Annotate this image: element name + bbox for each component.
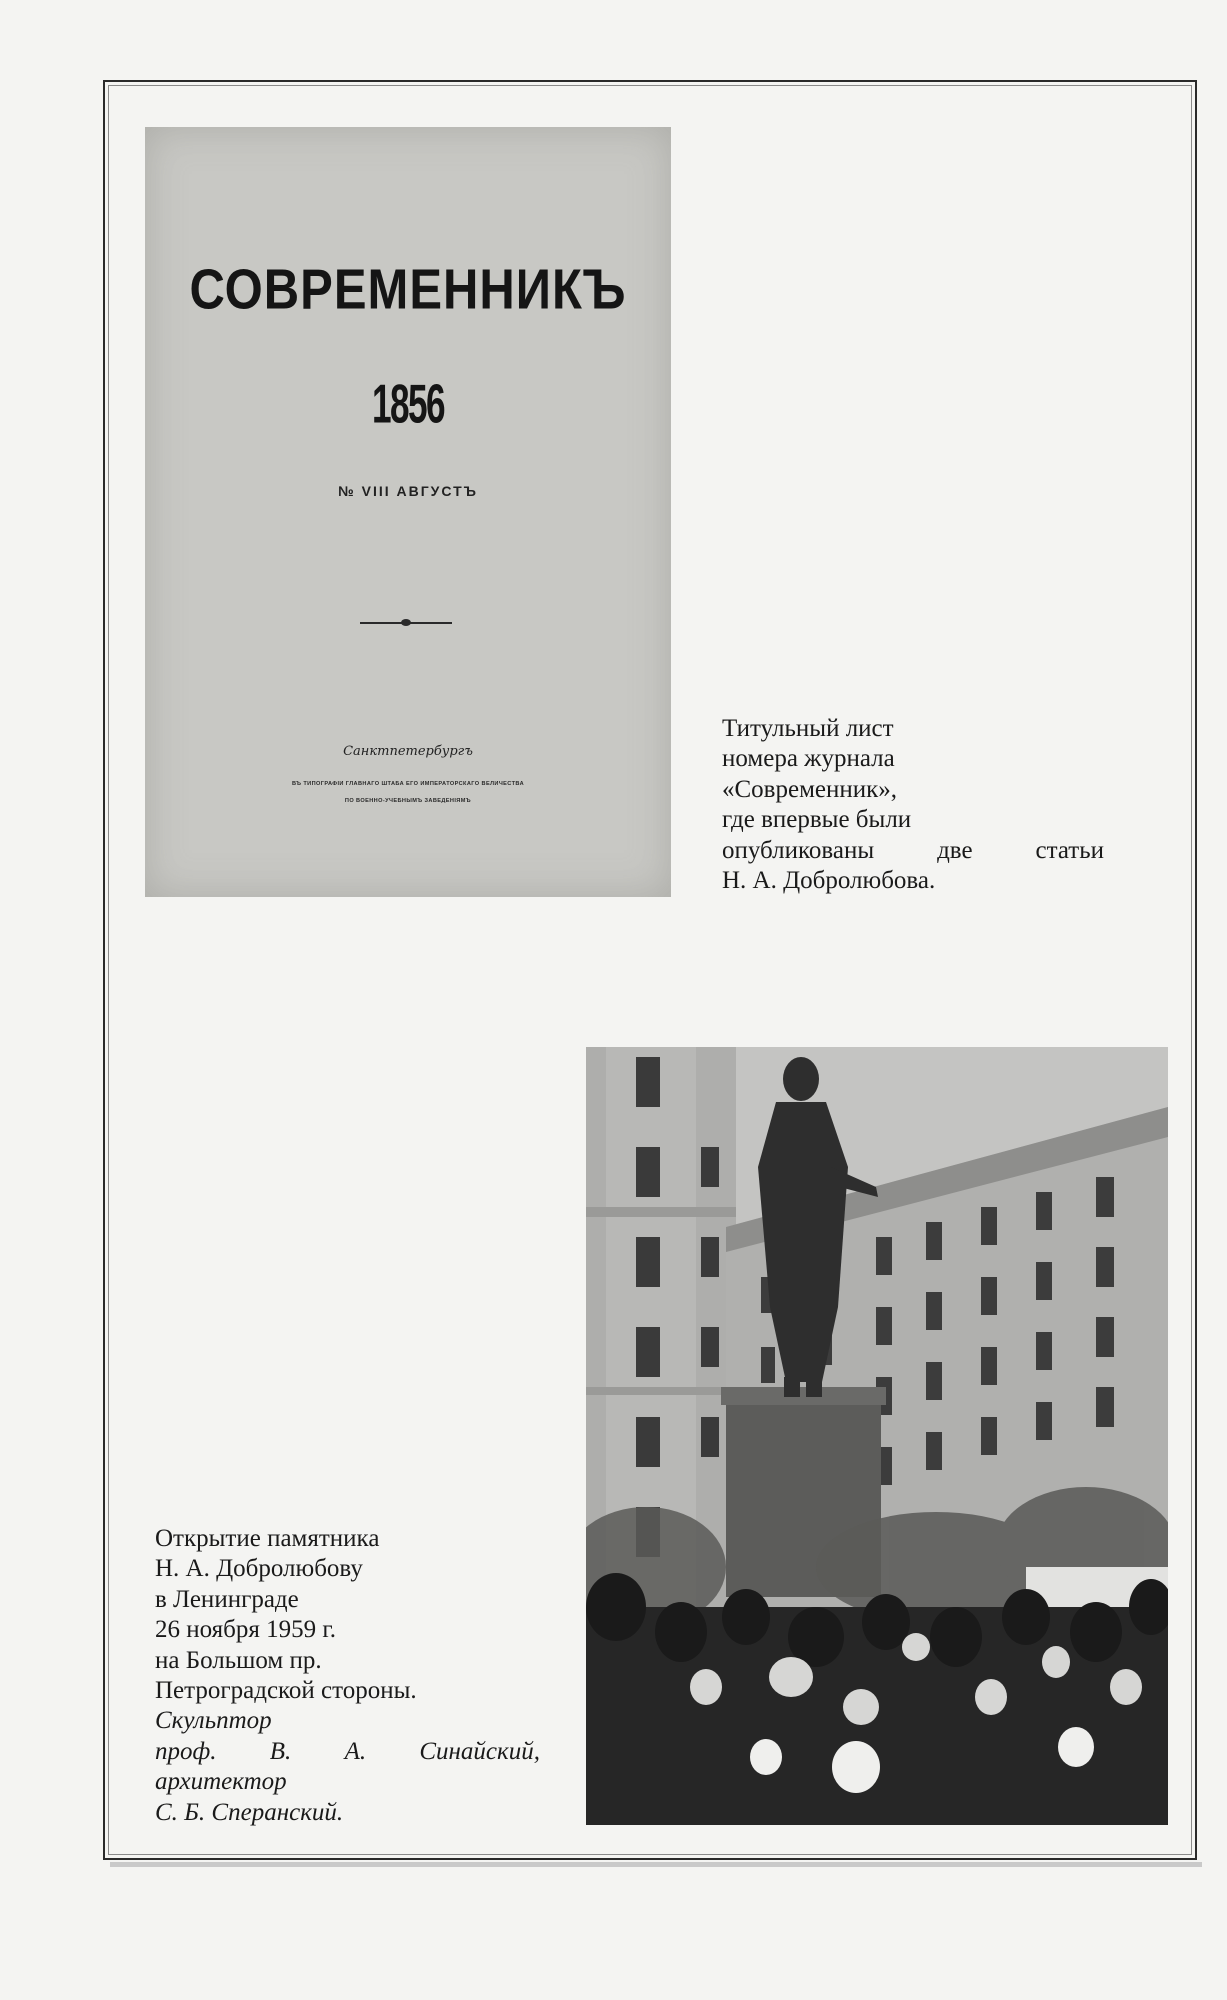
caption-line: номера журнала [722, 745, 895, 773]
monument-caption [155, 1524, 540, 1828]
caption-line-justified [155, 1737, 540, 1767]
journal-issue: № VIII АВГУСТЪ [338, 483, 478, 499]
monument-photo [586, 1047, 1168, 1825]
caption-word: статьи [1035, 836, 1104, 864]
caption-line: где впервые были [722, 806, 912, 834]
caption-line: Н. А. Добролюбова. [722, 867, 936, 895]
journal-city: Санктпетербургъ [343, 744, 473, 759]
frame-shadow [110, 1862, 1202, 1867]
caption-word: А. [344, 1737, 367, 1765]
caption-line-italic: архитектор [155, 1768, 287, 1796]
caption-line-justified [722, 836, 1104, 866]
ornamental-rule-center [401, 619, 411, 626]
journal-imprint-line-1: ВЪ ТИПОГРАФІИ ГЛАВНАГО ШТАБА ЕГО ИМПЕРАТОРСКАГО ВЕЛИЧЕСТВА [291, 781, 525, 787]
caption-line: 26 ноября 1959 г. [155, 1616, 337, 1644]
caption-line: «Современник», [722, 775, 898, 803]
caption-line: Петроградской стороны. [155, 1677, 417, 1705]
caption-line-italic: С. Б. Сперанский. [155, 1798, 344, 1826]
caption-line: Открытие памятника [155, 1525, 380, 1552]
title-page-caption [722, 714, 1104, 896]
caption-line-italic: Скульптор [155, 1707, 272, 1735]
caption-word: две [937, 836, 973, 864]
caption-line: на Большом пр. [155, 1646, 322, 1674]
caption-word: В. [269, 1737, 292, 1765]
journal-imprint-line-2: ПО ВОЕННО-УЧЕБНЫМЪ ЗАВЕДЕНІЯМЪ [344, 798, 472, 804]
journal-year: 1856 [372, 373, 444, 435]
journal-name: СОВРЕМЕННИКЪ [189, 258, 627, 322]
journal-title-page-image [145, 127, 671, 897]
caption-line: в Ленинграде [155, 1585, 299, 1613]
caption-word: опубликованы [722, 836, 875, 864]
caption-line: Н. А. Добролюбову [155, 1555, 363, 1583]
caption-line: Титульный лист [722, 715, 894, 742]
caption-word: проф. [155, 1737, 217, 1765]
caption-word: Синайский, [419, 1737, 540, 1765]
